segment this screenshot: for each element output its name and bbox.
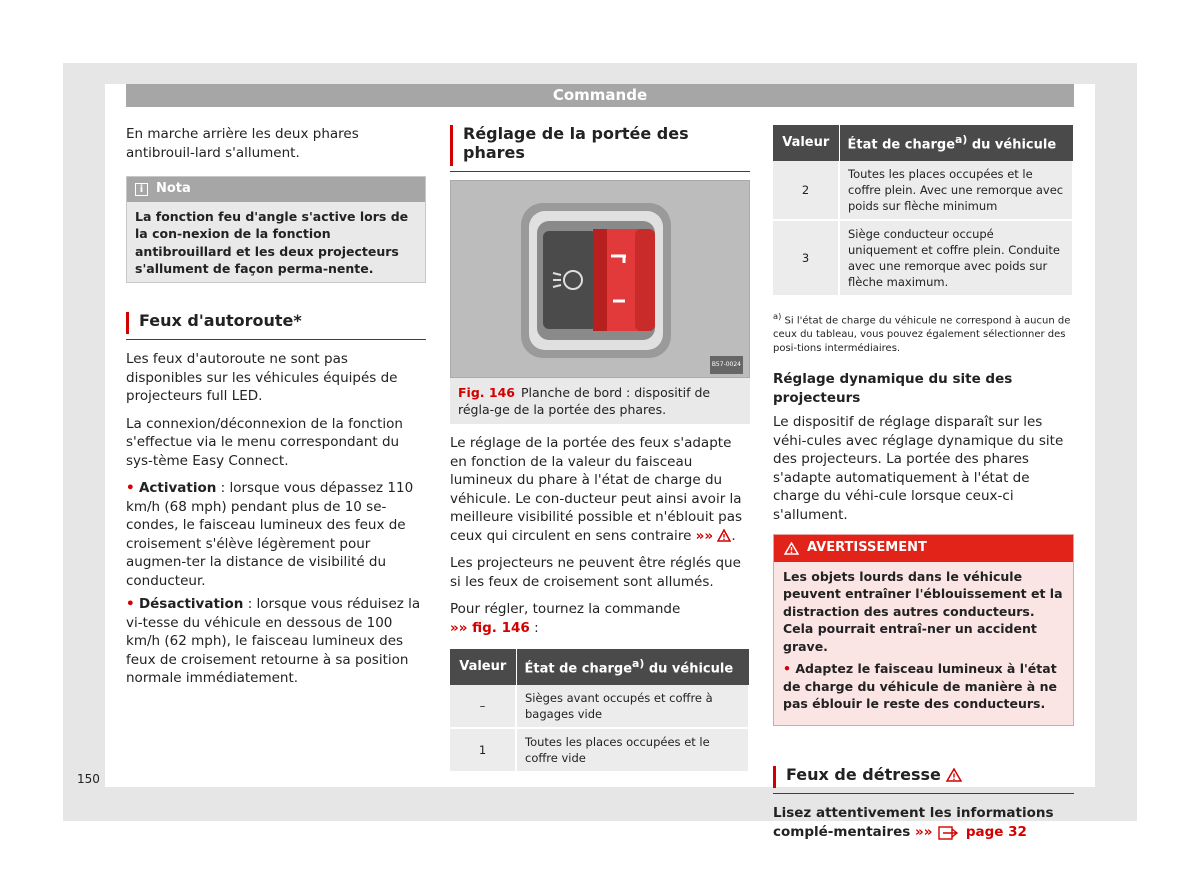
desactivation-text: : lorsque vous réduisez la vi-tesse du véhicule en dessous de 100 km/h (62 mph), le faisceau lumineux des feux de croisement retourne à sa position normale immédiatement. bbox=[126, 596, 421, 686]
table-header-row bbox=[773, 125, 1073, 161]
section-title-feux-autoroute: Feux d'autoroute* bbox=[126, 312, 426, 335]
section-title-feux-detresse bbox=[773, 766, 1074, 789]
info-icon: i bbox=[135, 183, 148, 196]
figure-caption-text: Planche de bord : dispositif de régla-ge de la portée des phares. bbox=[458, 385, 711, 417]
paragraph: Le dispositif de réglage disparaît sur les véhi-cules avec réglage dynamique du site des projecteurs. La portée des phares s'adapte automatiquement à l'état de charge du véhi-cule lorsque ceux-ci s'allument. bbox=[773, 414, 1064, 523]
paragraph: Les feux d'autoroute ne sont pas disponibles sur les véhicules équipés de projecteurs full LED. bbox=[126, 351, 398, 404]
table-cell-etat: Toutes les places occupées et le coffre plein. Avec une remorque avec poids sur flèche minimum bbox=[839, 161, 1073, 220]
paragraph bbox=[450, 600, 750, 637]
note-body: La fonction feu d'angle s'active lors de la con-nexion de la fonction antibrouillard et les deux projecteurs s'allument de façon perma-nente. bbox=[135, 208, 409, 276]
table-cell-valeur: 3 bbox=[773, 220, 839, 296]
column-left bbox=[126, 125, 426, 697]
activation-text: : lorsque vous dépassez 110 km/h (68 mph) pendant plus de 10 se-condes, le faisceau lumineux des feux de croisement s'élève légèrement pour augmen-ter la distance de visibilité du conducteur. bbox=[126, 480, 414, 589]
table-cell-valeur: 2 bbox=[773, 161, 839, 220]
warning-bullet-text: Adaptez le faisceau lumineux à l'état de charge du véhicule de manière à ne pas éblouir le reste des conducteurs. bbox=[783, 661, 1057, 712]
warning-triangle-icon bbox=[717, 529, 731, 542]
desactivation-label: Désactivation bbox=[138, 596, 244, 612]
table-footnote bbox=[773, 309, 1074, 356]
read-more-paragraph bbox=[773, 804, 1074, 842]
footnote-ref: a) bbox=[955, 133, 968, 146]
section-title-reglage-portee: Réglage de la portée des phares bbox=[450, 125, 750, 166]
load-table-part2 bbox=[773, 125, 1074, 297]
column-right bbox=[773, 125, 1074, 842]
activation-label: Activation bbox=[138, 480, 217, 496]
bullet-dot: • bbox=[126, 596, 135, 612]
section-title-text: Feux de détresse bbox=[786, 764, 941, 784]
header-text: État de charge bbox=[524, 661, 633, 677]
figure-link[interactable]: »» fig. 146 bbox=[450, 619, 530, 636]
chapter-header: Commande bbox=[126, 84, 1074, 107]
cross-ref-arrow[interactable]: »» bbox=[695, 527, 714, 544]
page-link[interactable]: page 32 bbox=[965, 824, 1027, 841]
headlight-range-dial-illustration bbox=[451, 181, 749, 377]
paragraph: Le réglage de la portée des feux s'adapte en fonction de la valeur du faisceau lumineux du phare à l'état de charge du véhicule. Le con-ducteur peut ainsi avoir la meilleure visibilité possible et n'éblouit pas ceux qui circulent en sens contraire »» . bbox=[450, 435, 743, 544]
table-row bbox=[450, 685, 749, 728]
table-header-etat bbox=[839, 125, 1073, 161]
bullet-dot: • bbox=[126, 480, 135, 496]
warning-triangle-icon bbox=[946, 768, 962, 782]
bullet-desactivation bbox=[126, 595, 426, 688]
header-text: État de charge bbox=[847, 137, 956, 153]
table-row bbox=[773, 161, 1073, 220]
warning-bullet bbox=[783, 660, 1064, 713]
cross-ref-arrow[interactable]: »» bbox=[914, 824, 933, 841]
warning-body bbox=[774, 562, 1073, 725]
warning-box bbox=[773, 534, 1074, 726]
warning-paragraph: Les objets lourds dans le véhicule peuvent entraîner l'éblouissement et la distraction des autres conducteurs. Cela pourrait entraî-ner un accident grave. bbox=[783, 568, 1063, 654]
figure-code: B57-0024 bbox=[710, 356, 743, 375]
table-header-valeur: Valeur bbox=[450, 649, 516, 685]
warning-header bbox=[774, 535, 1073, 562]
table-row bbox=[450, 728, 749, 772]
warning-label: AVERTISSEMENT bbox=[807, 540, 927, 556]
paragraph-text: Pour régler, tournez la commande bbox=[450, 601, 681, 617]
bullet-activation bbox=[126, 479, 426, 590]
table-cell-valeur: – bbox=[450, 685, 516, 728]
column-middle bbox=[450, 125, 750, 773]
paragraph-text: Le réglage de la portée des feux s'adapte en fonction de la valeur du faisceau lumineux du phare à l'état de charge du véhicule. Le con-ducteur peut ainsi avoir la meilleure visibilité possible et n'éblouit pas ceux qui circulent en sens contraire bbox=[450, 435, 743, 544]
warning-triangle-icon bbox=[784, 542, 799, 555]
table-row bbox=[773, 220, 1073, 296]
intro-paragraph: En marche arrière les deux phares antibrouil-lard s'allument. bbox=[126, 126, 359, 161]
table-cell-etat: Toutes les places occupées et le coffre vide bbox=[516, 728, 749, 772]
footnote-text: Si l'état de charge du véhicule ne correspond à aucun de ceux du tableau, vous pouvez également sélectionner des posi-tions intermédiaires. bbox=[773, 315, 1071, 355]
note-label: Nota bbox=[156, 181, 191, 196]
table-cell-etat: Siège conducteur occupé uniquement et coffre plein. Conduite avec une remorque avec poids sur flèche maximum. bbox=[839, 220, 1073, 296]
table-cell-etat: Sièges avant occupés et coffre à bagages vide bbox=[516, 685, 749, 728]
page-number: 150 bbox=[77, 772, 100, 786]
note-header bbox=[127, 177, 425, 202]
load-table-part1 bbox=[450, 649, 750, 773]
footnote-ref: a) bbox=[632, 657, 645, 670]
table-cell-valeur: 1 bbox=[450, 728, 516, 772]
figure-label: Fig. 146 bbox=[458, 385, 515, 400]
paragraph: Les projecteurs ne peuvent être réglés que si les feux de croisement sont allumés. bbox=[450, 555, 741, 590]
read-more-text: Lisez attentivement les informations complé-mentaires bbox=[773, 805, 1054, 841]
header-text-end: du véhicule bbox=[967, 137, 1057, 153]
table-header-etat bbox=[516, 649, 749, 685]
bullet-dot: • bbox=[783, 661, 791, 677]
note-box bbox=[126, 176, 426, 283]
paragraph: La connexion/déconnexion de la fonction s'effectue via le menu correspondant du sys-tème Easy Connect. bbox=[126, 415, 403, 469]
header-text-end: du véhicule bbox=[644, 661, 734, 677]
figure-caption bbox=[450, 378, 750, 424]
footnote-mark: a) bbox=[773, 310, 782, 321]
book-reference-icon bbox=[937, 824, 961, 840]
table-header-row bbox=[450, 649, 749, 685]
subheading-reglage-dynamique: Réglage dynamique du site des projecteurs bbox=[773, 371, 1013, 406]
figure-headlight-range-control bbox=[450, 180, 750, 378]
table-header-valeur: Valeur bbox=[773, 125, 839, 161]
paragraph-end: : bbox=[529, 619, 539, 636]
